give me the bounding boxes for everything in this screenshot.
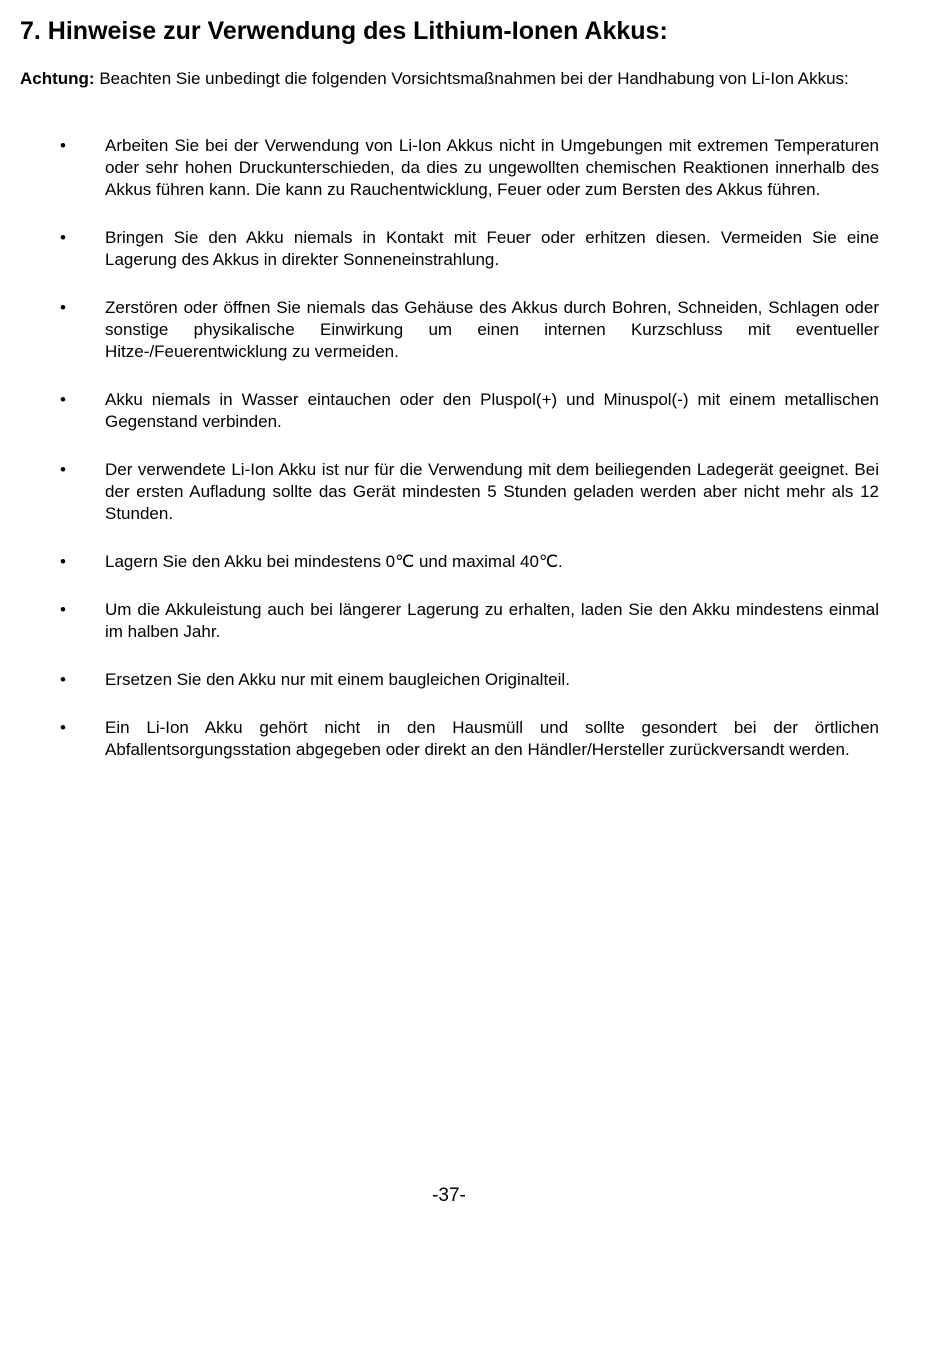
- list-item: [0, 297, 950, 363]
- section-title: 7. Hinweise zur Verwendung des Lithium-Ionen Akkus:: [20, 17, 668, 45]
- list-item: [0, 459, 950, 525]
- list-item: [0, 389, 950, 433]
- bullet-dot-icon: •: [60, 552, 66, 571]
- intro-label: Achtung:: [20, 69, 95, 88]
- list-item-text: Zerstören oder öffnen Sie niemals das Gehäuse des Akkus durch Bohren, Schneiden, Schlagen oder sonstige physikalische Einwirkung um einen internen Kurzschluss mit eventueller Hitze-/Feuerentwicklung zu vermeiden.: [105, 298, 879, 361]
- list-item-text: Akku niemals in Wasser eintauchen oder den Pluspol(+) und Minuspol(-) mit einem metallischen Gegenstand verbinden.: [105, 390, 879, 431]
- list-item-text: Lagern Sie den Akku bei mindestens 0℃ und maximal 40℃.: [105, 552, 563, 571]
- bullet-dot-icon: •: [60, 390, 66, 409]
- precautions-list: [0, 135, 950, 787]
- page-number: -37-: [432, 1185, 466, 1206]
- intro-paragraph: [20, 68, 880, 90]
- list-item: [0, 227, 950, 271]
- bullet-dot-icon: •: [60, 298, 66, 317]
- list-item-text: Der verwendete Li-Ion Akku ist nur für die Verwendung mit dem beiliegenden Ladegerät geeignet. Bei der ersten Aufladung sollte das Gerät mindesten 5 Stunden geladen werden aber nicht mehr als 12 Stunden.: [105, 460, 879, 523]
- bullet-dot-icon: •: [60, 600, 66, 619]
- list-item-text: Ein Li-Ion Akku gehört nicht in den Hausmüll und sollte gesondert bei der örtlichen Abfallentsorgungsstation abgegeben oder direkt an den Händler/Hersteller zurückversandt werden.: [105, 718, 879, 759]
- list-item-text: Bringen Sie den Akku niemals in Kontakt mit Feuer oder erhitzen diesen. Vermeiden Sie eine Lagerung des Akkus in direkter Sonneneinstrahlung.: [105, 228, 879, 269]
- list-item-text: Um die Akkuleistung auch bei längerer Lagerung zu erhalten, laden Sie den Akku mindestens einmal im halben Jahr.: [105, 600, 879, 641]
- bullet-dot-icon: •: [60, 670, 66, 689]
- list-item: [0, 135, 950, 201]
- intro-text: Beachten Sie unbedingt die folgenden Vorsichtsmaßnahmen bei der Handhabung von Li-Ion Akkus:: [94, 69, 849, 88]
- list-item-text: Ersetzen Sie den Akku nur mit einem baugleichen Originalteil.: [105, 670, 570, 689]
- bullet-dot-icon: •: [60, 460, 66, 479]
- bullet-dot-icon: •: [60, 718, 66, 737]
- bullet-dot-icon: •: [60, 228, 66, 247]
- list-item: [0, 669, 950, 691]
- list-item: [0, 551, 950, 573]
- list-item-text: Arbeiten Sie bei der Verwendung von Li-Ion Akkus nicht in Umgebungen mit extremen Temperaturen oder sehr hohen Druckunterschieden, da dies zu ungewollten chemischen Reaktionen innerhalb des Akkus führen kann. Die kann zu Rauchentwicklung, Feuer oder zum Bersten des Akkus führen.: [105, 136, 879, 199]
- list-item: [0, 599, 950, 643]
- list-item: [0, 717, 950, 761]
- bullet-dot-icon: •: [60, 136, 66, 155]
